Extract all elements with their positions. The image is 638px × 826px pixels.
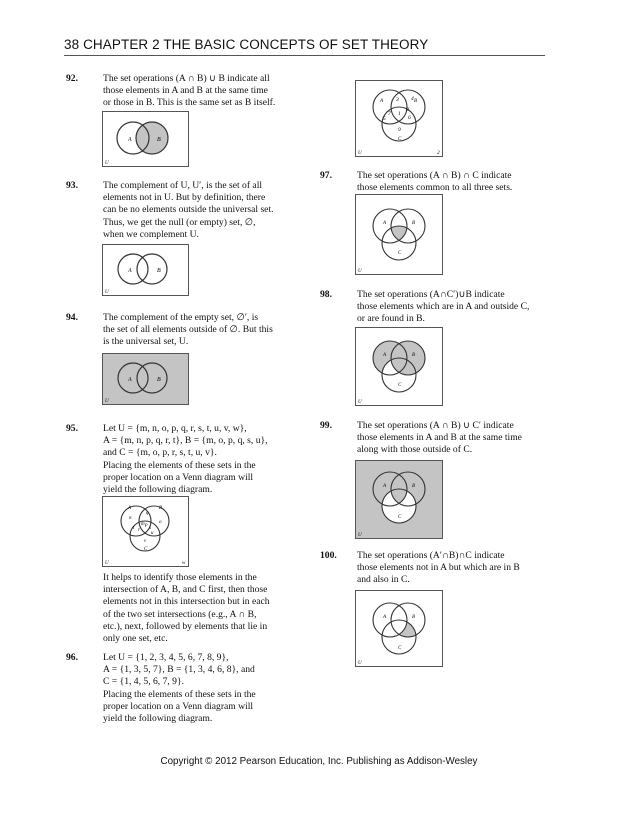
problem-text-line: A = {1, 3, 5, 7}, B = {1, 3, 4, 6, 8}, and — [103, 664, 255, 676]
header-rule — [64, 55, 545, 56]
set-label-a: A — [383, 353, 387, 358]
problem-text-line: those elements in A and B at the same time — [357, 432, 522, 444]
problem-number: 98. — [320, 289, 332, 300]
problem-text-line: Placing the elements of these sets in the — [103, 688, 256, 700]
element-2: 2 — [437, 150, 440, 156]
venn-diagram-100 — [355, 590, 443, 668]
set-label-a: A — [383, 615, 387, 620]
set-label-c: C — [398, 383, 402, 388]
set-label-a: A — [128, 506, 132, 511]
venn-diagram-93 — [102, 244, 189, 297]
element-6: 6 — [408, 115, 411, 121]
problem-text-line: The set operations (A ∩ B) ∪ B indicate all — [103, 73, 270, 84]
problem-number: 92. — [66, 73, 78, 84]
problem-text-line: Thus, we get the null (or empty) set, ∅, — [103, 216, 256, 228]
set-label-b: B — [412, 353, 416, 358]
problem-text-line: The complement of the empty set, ∅′, is — [103, 312, 259, 323]
set-label-a: A — [128, 268, 132, 274]
problem-93 — [66, 180, 274, 241]
problem-text-line: The set operations (A ∩ B) ∩ C indicate — [357, 170, 512, 181]
problem-text-line: intersection of A, B, and C first, then those — [103, 584, 268, 596]
element-s: s — [149, 526, 151, 531]
page-header: 38 CHAPTER 2 THE BASIC CONCEPTS OF SET THEORY — [64, 37, 429, 52]
set-label-a: A — [383, 221, 387, 226]
element-1: 1 — [398, 111, 401, 117]
problem-text-line: along with those outside of C. — [357, 444, 473, 456]
element-v: v — [144, 539, 147, 544]
problem-text-line: C = {1, 4, 5, 6, 7, 9}. — [103, 676, 184, 688]
universe-label: U — [358, 400, 362, 405]
element-8: 8 — [406, 107, 409, 113]
problem-95-explanation — [66, 572, 270, 645]
problem-text-line: yield the following diagram. — [103, 713, 213, 725]
problem-text-line: the set of all elements outside of ∅. But this — [103, 324, 273, 336]
problem-97 — [320, 170, 512, 194]
problem-text-line: etc.), next, followed by elements that lie in — [103, 620, 268, 632]
set-label-b: B — [159, 506, 163, 511]
problem-text-line: The complement of U, U′, is the set of all — [103, 180, 263, 191]
element-m: m — [141, 522, 145, 527]
problem-text-line: elements not in this intersection but in each — [103, 596, 270, 608]
problem-text-line: those elements not in A but which are in B — [357, 562, 520, 574]
problem-text-line: It helps to identify those elements in the — [103, 572, 257, 583]
set-label-b: B — [414, 99, 418, 104]
problem-text-line: those elements in A and B at the same time — [103, 85, 268, 97]
problem-99 — [320, 420, 522, 457]
problem-text-line: proper location on a Venn diagram will — [103, 471, 254, 483]
venn-diagram-94 — [102, 353, 189, 406]
element-w: w — [182, 561, 186, 566]
set-label-a: A — [128, 137, 132, 143]
element-9: 9 — [398, 127, 401, 133]
element-o: o — [159, 520, 162, 525]
venn-diagram-95 — [102, 496, 189, 568]
element-5: 5 — [383, 116, 386, 122]
problem-number: 93. — [66, 180, 78, 191]
problem-number: 97. — [320, 170, 332, 181]
universe-label: U — [358, 269, 362, 274]
problem-text-line: those elements which are in A and outside C, — [357, 301, 530, 313]
problem-text-line: of the two set intersections (e.g., A ∩ B, — [103, 608, 257, 620]
problem-text-line: Placing the elements of these sets in the — [103, 459, 256, 471]
problem-number: 96. — [66, 652, 78, 663]
problem-94 — [66, 312, 273, 349]
problem-text-line: and also in C. — [357, 574, 410, 586]
problem-text-line: proper location on a Venn diagram will — [103, 700, 254, 712]
universe-label: U — [358, 533, 362, 538]
set-label-a: A — [380, 99, 384, 104]
venn-diagram-99 — [355, 460, 443, 540]
set-label-b: B — [157, 137, 161, 143]
set-label-c: C — [398, 646, 402, 651]
element-p: p — [145, 523, 148, 528]
element-7: 7 — [388, 111, 391, 117]
venn-diagram-96 — [355, 80, 443, 158]
element-r: r — [138, 528, 140, 533]
universe-label: U — [105, 290, 109, 295]
set-label-c: C — [398, 251, 402, 256]
universe-label: U — [105, 161, 109, 166]
universe-label: U — [105, 399, 109, 404]
set-label-b: B — [157, 377, 161, 383]
element-4: 4 — [411, 96, 414, 102]
set-label-b: B — [412, 615, 416, 620]
problem-number: 100. — [320, 550, 337, 561]
problem-text-line: those elements common to all three sets. — [357, 182, 513, 194]
element-t: t — [133, 526, 135, 531]
problem-92 — [66, 73, 275, 110]
set-label-b: B — [157, 268, 161, 274]
problem-text-line: Let U = {m, n, o, p, q, r, s, t, u, v, w}, — [103, 423, 247, 434]
problem-text-line: A = {m, n, p, q, r, t}, B = {m, o, p, q, s, u}, — [103, 435, 268, 447]
problem-text-line: The set operations (A∩C′)∪B indicate — [357, 289, 505, 300]
problem-text-line: can be no elements outside the universal set. — [103, 204, 274, 216]
problem-text-line: and C = {m, o, p, r, s, t, u, v}. — [103, 447, 217, 459]
copyright-footer: Copyright © 2012 Pearson Education, Inc. Publishing as Addison-Wesley — [160, 756, 478, 767]
problem-text-line: The set operations (A ∩ B) ∪ C′ indicate — [357, 420, 514, 431]
universe-label: U — [358, 661, 362, 666]
problem-text-line: is the universal set, U. — [103, 336, 189, 348]
problem-text-line: when we complement U. — [103, 228, 199, 240]
problem-95 — [66, 423, 268, 496]
problem-text-line: yield the following diagram. — [103, 484, 213, 496]
problem-text-line: or are found in B. — [357, 313, 425, 325]
problem-text-line: only one set, etc. — [103, 633, 168, 645]
element-u: u — [151, 531, 154, 536]
problem-96 — [66, 652, 256, 725]
problem-100 — [320, 550, 520, 587]
venn-diagram-98 — [355, 327, 443, 407]
set-label-c: C — [398, 137, 402, 142]
element-n: n — [129, 516, 132, 521]
universe-label: U — [105, 561, 109, 566]
problem-98 — [320, 289, 529, 326]
set-label-b: B — [412, 221, 416, 226]
set-label-b: B — [412, 484, 416, 489]
venn-diagram-97 — [355, 194, 443, 276]
problem-text-line: The set operations (A′∩B)∩C indicate — [357, 550, 505, 561]
problem-number: 94. — [66, 312, 78, 323]
problem-number: 95. — [66, 423, 78, 434]
problem-number: 99. — [320, 420, 332, 431]
element-3: 3 — [396, 97, 399, 103]
problem-text-line: or those in B. This is the same set as B itself. — [103, 97, 276, 109]
element-q: q — [146, 511, 149, 516]
problem-text-line: Let U = {1, 2, 3, 4, 5, 6, 7, 8, 9}, — [103, 652, 229, 663]
set-label-c: C — [398, 515, 402, 520]
universe-label: U — [358, 151, 362, 156]
venn-diagram-92 — [102, 111, 189, 168]
set-label-c: C — [144, 547, 148, 552]
set-label-a: A — [383, 484, 387, 489]
set-label-a: A — [128, 377, 132, 383]
problem-text-line: elements not in U. But by definition, there — [103, 192, 266, 204]
